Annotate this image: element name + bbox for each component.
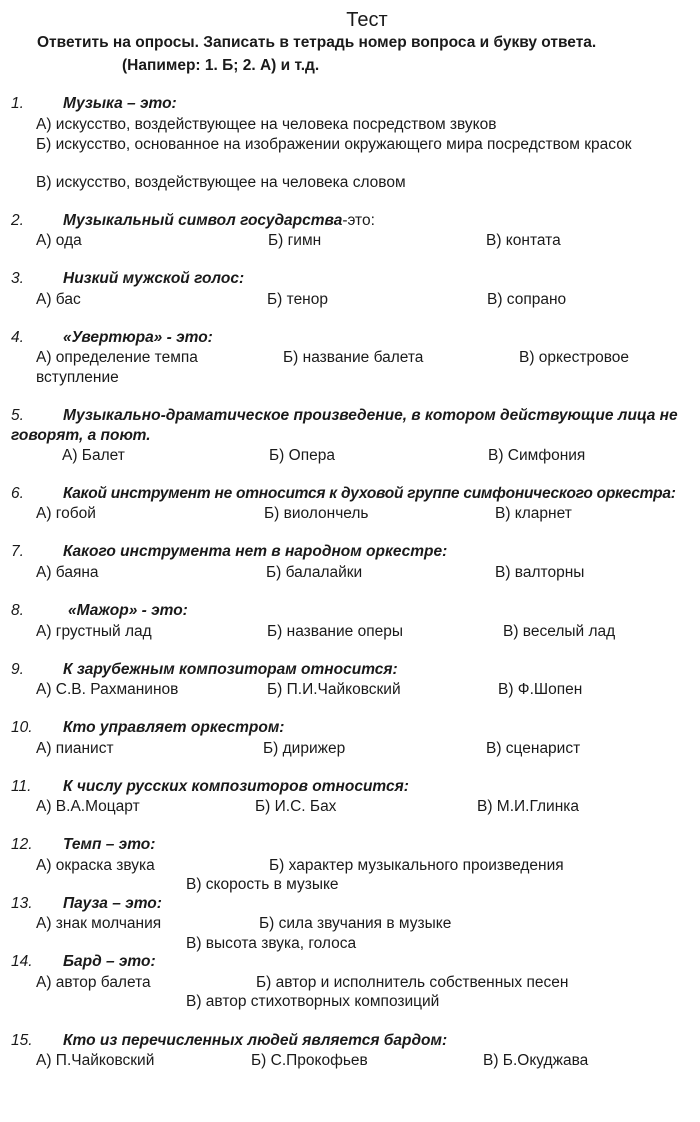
option-c: В) скорость в музыке — [186, 876, 339, 893]
question-number: 9. — [11, 661, 24, 678]
instructions: Ответить на опросы. Записать в тетрадь номер вопроса и букву ответа. — [37, 34, 597, 51]
question-text-line — [63, 212, 375, 230]
option-a: А) баяна — [36, 564, 99, 581]
question-text: Кто управляет оркестром: — [63, 719, 285, 736]
option-a: А) В.А.Моцарт — [36, 798, 140, 815]
option-b: Б) сила звучания в музыке — [259, 915, 452, 932]
question-number: 12. — [11, 836, 33, 853]
option-b: Б) искусство, основанное на изображении окружающего мира посредством красок — [36, 136, 632, 153]
question-number: 8. — [11, 602, 24, 619]
option-a: А) определение темпа — [36, 349, 198, 366]
option-b: Б) характер музыкального произведения — [269, 857, 564, 874]
option-b: Б) дирижер — [263, 740, 346, 757]
option-a: А) бас — [36, 291, 81, 308]
example-text: (Напимер: 1. Б; 2. А) и т.д. — [122, 57, 320, 74]
option-c: В) контата — [486, 232, 561, 249]
question-text-suffix: -это: — [342, 212, 375, 229]
option-b: Б) автор и исполнитель собственных песен — [256, 974, 569, 991]
question-text: Пауза – это: — [63, 895, 162, 912]
question-text-line-2: говорят, а поют. — [11, 427, 151, 444]
option-a: А) ода — [36, 232, 82, 249]
option-c: В) кларнет — [495, 505, 572, 522]
question-number: 2. — [11, 212, 24, 229]
question-text: Какой инструмент не относится к духовой группе симфонического оркестра: — [63, 485, 676, 502]
question-number: 13. — [11, 895, 33, 912]
option-b: Б) тенор — [267, 291, 328, 308]
option-b: Б) название оперы — [267, 623, 403, 640]
option-c: В) искусство, воздействующее на человека словом — [36, 174, 406, 191]
option-c: В) Ф.Шопен — [498, 681, 583, 698]
question-number: 4. — [11, 329, 24, 346]
option-b: Б) И.С. Бах — [255, 798, 337, 815]
option-b: Б) виолончель — [264, 505, 369, 522]
question-text: К числу русских композиторов относится: — [63, 778, 409, 795]
option-a: А) П.Чайковский — [36, 1052, 155, 1069]
option-b: Б) П.И.Чайковский — [267, 681, 401, 698]
option-c: В) веселый лад — [503, 623, 616, 640]
question-text: К зарубежным композиторам относится: — [63, 661, 398, 678]
question-number: 10. — [11, 719, 33, 736]
page-title: Тест — [346, 9, 388, 31]
option-c: В) сценарист — [486, 740, 581, 757]
question-number: 11. — [11, 778, 32, 795]
option-b: Б) Опера — [269, 447, 335, 464]
option-c: В) оркестровое — [519, 349, 630, 366]
question-text: Музыкально-драматическое произведение, в котором действующие лица не — [63, 407, 678, 424]
question-text: Какого инструмента нет в народном оркестре: — [63, 543, 448, 560]
option-b: Б) гимн — [268, 232, 322, 249]
option-b: Б) балалайки — [266, 564, 363, 581]
question-text: Низкий мужской голос: — [63, 270, 245, 287]
option-a: А) Балет — [62, 447, 125, 464]
option-a: А) искусство, воздействующее на человека посредством звуков — [36, 116, 497, 133]
question-text: Кто из перечисленных людей является бардом: — [63, 1032, 448, 1049]
option-c: В) Б.Окуджава — [483, 1052, 589, 1069]
question-number: 6. — [11, 485, 24, 502]
question-number: 3. — [11, 270, 24, 287]
question-text: Музыкальный символ государства — [63, 212, 343, 229]
option-a: А) гобой — [36, 505, 96, 522]
option-a: А) грустный лад — [36, 623, 152, 640]
option-a: А) С.В. Рахманинов — [36, 681, 179, 698]
question-number: 1. — [11, 95, 24, 112]
option-c: В) валторны — [495, 564, 585, 581]
question-number: 15. — [11, 1032, 33, 1049]
option-c: В) сопрано — [487, 291, 567, 308]
option-a: А) окраска звука — [36, 857, 155, 874]
question-text: Темп – это: — [63, 836, 156, 853]
option-c: В) Симфония — [488, 447, 586, 464]
option-a: А) автор балета — [36, 974, 151, 991]
option-c: В) высота звука, голоса — [186, 935, 357, 952]
question-text: «Мажор» - это: — [68, 602, 188, 619]
option-a: А) знак молчания — [36, 915, 162, 932]
question-text: «Увертюра» - это: — [63, 329, 213, 346]
question-text: Музыка – это: — [63, 95, 177, 112]
option-b: Б) С.Прокофьев — [251, 1052, 368, 1069]
option-c: В) М.И.Глинка — [477, 798, 579, 815]
question-text: Бард – это: — [63, 953, 156, 970]
question-number: 5. — [11, 407, 24, 424]
question-number: 7. — [11, 543, 24, 560]
option-c: В) автор стихотворных композиций — [186, 993, 440, 1010]
option-a: А) пианист — [36, 740, 114, 757]
option-b: Б) название балета — [283, 349, 424, 366]
question-number: 14. — [11, 953, 33, 970]
option-c-continued: вступление — [36, 369, 119, 386]
